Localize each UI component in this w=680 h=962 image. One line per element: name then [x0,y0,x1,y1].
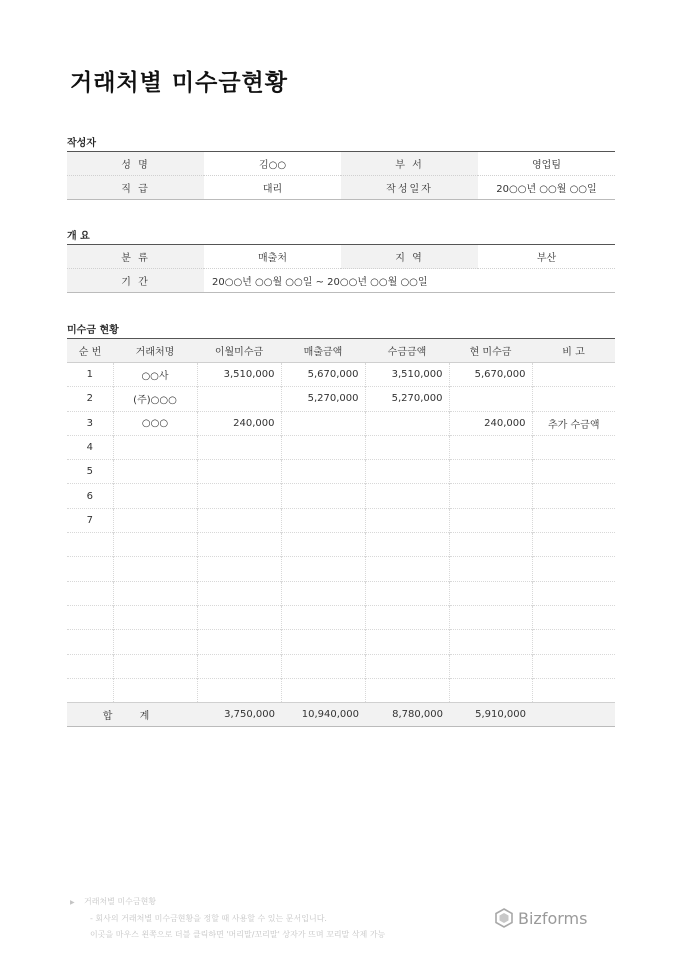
row-note[interactable] [532,581,615,605]
row-carried[interactable] [197,484,281,508]
row-seq[interactable]: 1 [67,363,113,387]
table-row [67,581,615,605]
footer-line2: - 회사의 거래처별 미수금현황을 정할 때 사용할 수 있는 문서입니다. [90,914,327,923]
logo-text: Bizforms [518,908,588,928]
overview-table [67,244,615,293]
row-sales[interactable] [281,654,365,678]
receivables-table [67,338,615,727]
row-sales[interactable] [281,533,365,557]
row-seq[interactable] [67,533,113,557]
category-label: 분 류 [67,245,204,269]
row-note[interactable]: 추가 수금액 [532,411,615,435]
department-value[interactable]: 영업팀 [532,160,561,171]
row-carried[interactable]: 3,510,000 [197,363,281,387]
table-row [67,557,615,581]
row-note[interactable] [532,435,615,459]
category-value[interactable]: 매출처 [258,253,287,264]
row-client[interactable]: (주)○○○ [113,387,197,411]
row-collected[interactable] [365,508,449,532]
row-client[interactable] [113,605,197,629]
row-seq[interactable]: 7 [67,508,113,532]
receivables-header-row [67,339,615,363]
row-sales[interactable] [281,508,365,532]
name-label: 성 명 [67,152,204,176]
table-row [67,654,615,678]
row-seq[interactable]: 3 [67,411,113,435]
total-row [67,703,615,727]
overview-row [67,269,615,293]
row-collected[interactable] [365,533,449,557]
row-carried[interactable] [197,533,281,557]
row-note[interactable] [532,678,615,702]
row-seq[interactable] [67,581,113,605]
row-seq[interactable] [67,557,113,581]
row-client[interactable] [113,435,197,459]
header-carried: 이월미수금 [197,339,281,363]
header-note: 비 고 [532,339,615,363]
row-seq[interactable]: 6 [67,484,113,508]
period-value[interactable]: 20○○년 ○○월 ○○일 ~ 20○○년 ○○월 ○○일 [204,269,615,293]
row-carried[interactable] [197,557,281,581]
row-sales[interactable] [281,435,365,459]
table-row [67,387,615,411]
receivables-section-label: 미수금 현황 [67,325,119,336]
table-row [67,533,615,557]
row-client[interactable] [113,484,197,508]
row-seq[interactable] [67,654,113,678]
row-collected[interactable]: 5,270,000 [365,387,449,411]
row-collected[interactable] [365,678,449,702]
row-sales[interactable] [281,678,365,702]
row-collected[interactable] [365,581,449,605]
period-label: 기 간 [67,269,204,293]
row-sales[interactable] [281,581,365,605]
department-label: 부 서 [341,152,478,176]
row-seq[interactable] [67,630,113,654]
row-current[interactable] [449,435,532,459]
row-carried[interactable] [197,508,281,532]
row-current[interactable]: 240,000 [449,411,532,435]
table-row [67,630,615,654]
rank-label: 직 급 [67,176,204,200]
row-collected[interactable] [365,411,449,435]
row-seq[interactable]: 4 [67,435,113,459]
date-value[interactable]: 20○○년 ○○월 ○○일 [478,176,615,200]
row-current[interactable] [449,508,532,532]
row-sales[interactable] [281,605,365,629]
row-current[interactable] [449,678,532,702]
row-seq[interactable] [67,678,113,702]
footer-line3: 이곳을 마우스 왼쪽으로 더블 클릭하면 '머리말/꼬리말' 상자가 뜨며 꼬리말 삭제 가능 [90,930,386,939]
row-note[interactable] [532,533,615,557]
row-current[interactable] [449,460,532,484]
row-client[interactable]: ○○○ [113,411,197,435]
row-client[interactable] [113,654,197,678]
table-row [67,460,615,484]
row-note[interactable] [532,557,615,581]
table-row [67,484,615,508]
footer-line1: 거래처별 미수금현황 [84,897,157,906]
writer-table [67,151,615,200]
row-carried[interactable]: 240,000 [197,411,281,435]
row-carried[interactable] [197,605,281,629]
row-client[interactable] [113,581,197,605]
region-label: 지 역 [341,245,478,269]
row-collected[interactable] [365,654,449,678]
row-seq[interactable]: 2 [67,387,113,411]
row-note[interactable] [532,605,615,629]
table-row [67,678,615,702]
row-collected[interactable] [365,605,449,629]
row-collected[interactable]: 3,510,000 [365,363,449,387]
row-client[interactable] [113,460,197,484]
row-note[interactable] [532,363,615,387]
row-client[interactable] [113,630,197,654]
writer-row [67,152,615,176]
total-sales: 10,940,000 [281,703,365,727]
writer-section-label: 작성자 [67,138,96,149]
header-sales: 매출금액 [281,339,365,363]
row-client[interactable] [113,557,197,581]
row-client[interactable] [113,678,197,702]
row-current[interactable] [449,533,532,557]
table-row [67,363,615,387]
row-carried[interactable] [197,630,281,654]
header-current: 현 미수금 [449,339,532,363]
row-sales[interactable] [281,411,365,435]
region-value[interactable]: 부산 [536,253,557,264]
row-note[interactable] [532,460,615,484]
row-note[interactable] [532,654,615,678]
header-collected: 수금금액 [365,339,449,363]
footer-note [70,894,385,943]
row-sales[interactable] [281,630,365,654]
header-client: 거래처명 [113,339,197,363]
row-sales[interactable] [281,484,365,508]
name-value[interactable]: 김○○ [258,160,287,171]
row-current[interactable]: 5,670,000 [449,363,532,387]
row-seq[interactable] [67,605,113,629]
row-client[interactable]: ○○사 [113,363,197,387]
row-current[interactable] [449,581,532,605]
row-carried[interactable] [197,678,281,702]
document-title: 거래처별 미수금현황 [70,70,288,96]
row-note[interactable] [532,387,615,411]
row-current[interactable] [449,484,532,508]
total-collected: 8,780,000 [365,703,449,727]
table-row [67,508,615,532]
triangle-icon: ▶ [70,899,75,906]
total-carried: 3,750,000 [197,703,281,727]
row-current[interactable] [449,605,532,629]
overview-row [67,245,615,269]
overview-section-label: 개 요 [67,231,90,242]
row-sales[interactable] [281,460,365,484]
row-client[interactable] [113,508,197,532]
writer-row [67,176,615,200]
row-current[interactable] [449,557,532,581]
rank-value[interactable]: 대리 [204,176,341,200]
row-carried[interactable] [197,460,281,484]
row-collected[interactable] [365,484,449,508]
row-carried[interactable] [197,435,281,459]
row-collected[interactable] [365,630,449,654]
row-collected[interactable] [365,460,449,484]
table-row [67,605,615,629]
total-note [532,703,615,727]
total-current: 5,910,000 [449,703,532,727]
row-current[interactable] [449,654,532,678]
row-client[interactable] [113,533,197,557]
table-row [67,435,615,459]
row-note[interactable] [532,508,615,532]
row-sales[interactable]: 5,270,000 [281,387,365,411]
total-label: 합 계 [67,703,197,727]
bizforms-logo [494,908,587,928]
row-collected[interactable] [365,435,449,459]
row-seq[interactable]: 5 [67,460,113,484]
row-carried[interactable] [197,654,281,678]
hexagon-logo-icon [494,908,514,928]
row-carried[interactable] [197,581,281,605]
row-carried[interactable] [197,387,281,411]
row-sales[interactable]: 5,670,000 [281,363,365,387]
row-current[interactable] [449,630,532,654]
row-sales[interactable] [281,557,365,581]
row-note[interactable] [532,630,615,654]
row-note[interactable] [532,484,615,508]
header-seq: 순 번 [67,339,113,363]
date-label: 작성일자 [341,176,478,200]
row-current[interactable] [449,387,532,411]
table-row [67,411,615,435]
row-collected[interactable] [365,557,449,581]
